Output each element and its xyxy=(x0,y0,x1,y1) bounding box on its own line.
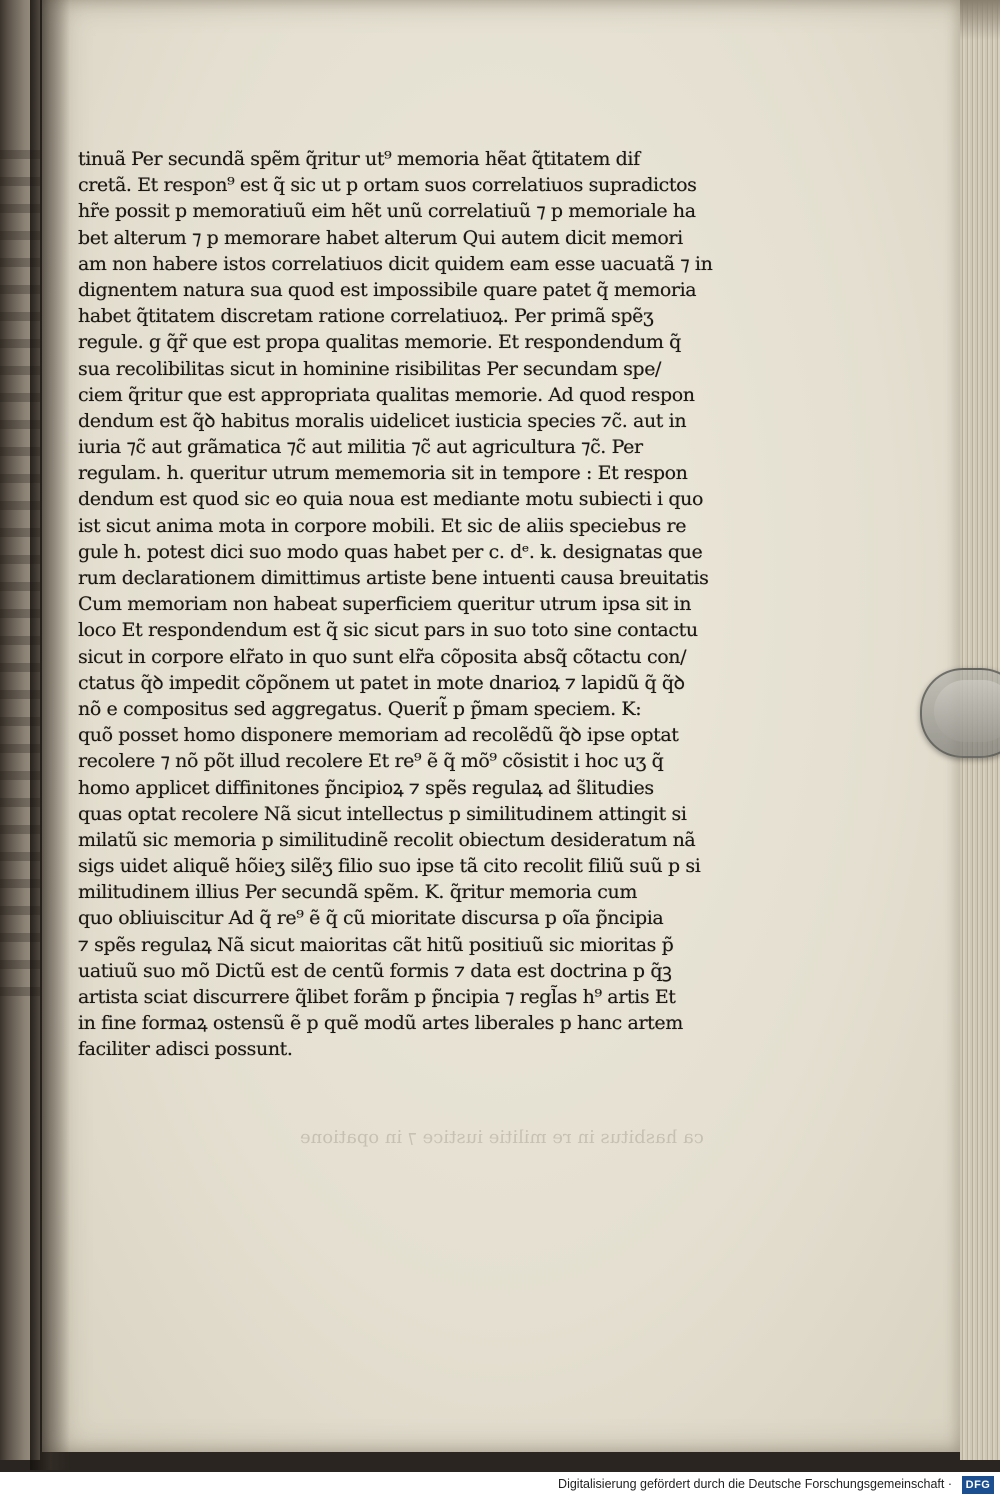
text-line: in fine formaꝝ ostensũ ẽ p quẽ modũ artes liberales p hanc artem xyxy=(78,1012,683,1035)
text-line: regule. g q̃r̃ que est propa qualitas memorie. Et respondendum q̃ xyxy=(78,331,681,354)
text-line: Cum memoriam non habeat superficiem queritur utrum ipsa sit in xyxy=(78,593,692,616)
text-line: loco Et respondendum est q̃ sic sicut pars in suo toto sine contactu xyxy=(78,619,698,642)
text-line: sigs uidet aliquẽ hõieʒ silẽʒ filio suo ipse tã cito recolit filiũ suũ p si xyxy=(78,855,701,878)
text-line: sicut in corpore elr̃ato in quo sunt elr̃a cõposita absq̃ cõtactu con/ xyxy=(78,645,687,668)
text-line: artista sciat discurrere q̃libet forãm p p̃ncipia ⁊ regl̃as h⁹ artis Et xyxy=(78,986,676,1008)
text-line: quas optat recolere Nã sicut intellectus p similitudinem attingit si xyxy=(78,802,687,825)
text-line: am non habere istos correlatiuos dicit quidem eam esse uacuatã ⁊ in xyxy=(78,252,713,275)
funding-credit: Digitalisierung gefördert durch die Deutsche Forschungsgemeinschaft · xyxy=(558,1477,952,1491)
text-line: rum declarationem dimittimus artiste bene intuenti causa breuitatis xyxy=(78,567,709,589)
gutter-shadow xyxy=(30,0,70,1470)
printed-text-block xyxy=(78,146,718,1063)
page-edges-shadow xyxy=(960,0,1000,40)
text-line: uatiuũ suo mõ Dictũ est de centũ formis ⁊ data est doctrina p q̃ꝫ xyxy=(78,959,672,982)
text-line: dendum est quod sic eo quia noua est mediante motu subiecti i quo xyxy=(78,488,704,511)
text-line: cretã. Et respon⁹ est q̃ sic ut p ortam suos correlatiuos supradictos xyxy=(78,174,697,197)
text-line: milatũ sic memoria p similitudinẽ recolit obiectum desideratum nã xyxy=(78,828,696,851)
text-line: iuria ⁊c̃ aut grãmatica ⁊c̃ aut militia ⁊c̃ aut agricultura ⁊c̃. Per xyxy=(78,436,643,459)
text-line: faciliter adisci possunt. xyxy=(78,1038,293,1061)
text-line: hr̃e possit p memoratiuũ eim hẽt unũ correlatiuũ ⁊ p memoriale ha xyxy=(78,200,696,223)
text-line: nõ e compositus sed aggregatus. Querit̃ p p̃mam speciem. K: xyxy=(78,697,642,720)
dfg-logo: DFG xyxy=(962,1476,994,1494)
text-line: gule h. potest dici suo modo quas habet per c. dᵉ. k. designatas que xyxy=(78,540,703,563)
text-line: quõ posset homo disponere memoriam ad recolẽdũ q̃ꝺ ipse optat xyxy=(78,724,679,747)
text-line: habet q̃titatem discretam ratione correlatiuoꝝ. Per primã spẽʒ xyxy=(78,305,654,328)
text-line: sua recolibilitas sicut in hominine risibilitas Per secundam spe/ xyxy=(78,357,662,380)
text-line: dendum est q̃ꝺ habitus moralis uidelicet iusticia species ⁊c̃. aut in xyxy=(78,409,687,432)
text-line: ⁊ spẽs regulaꝝ Nã sicut maioritas cãt hitũ positiuũ sic mioritas p̃ xyxy=(78,933,674,956)
verso-show-through: ca hasbitus in re militie iustice ⁊ in opatione xyxy=(300,1127,704,1148)
text-line: ctatus q̃ꝺ impedit cõpõnem ut patet in mote dnarioꝝ ⁊ lapidũ q̃ q̃ꝺ xyxy=(78,671,685,694)
text-line: dignentem natura sua quod est impossibile quare patet q̃ memoria xyxy=(78,278,697,301)
text-line: ist sicut anima mota in corpore mobili. Et sic de aliis speciebus re xyxy=(78,514,687,537)
text-line: homo applicet diffinitones p̃ncipioꝝ ⁊ spẽs regulaꝝ ad s̃litudies xyxy=(78,776,654,799)
text-line: tinuã Per secundã spẽm q̃ritur ut⁹ memoria hẽat q̃titatem dif xyxy=(78,148,640,170)
text-line: quo obliuiscitur Ad q̃ re⁹ ẽ q̃ cũ mioritate discursa p oĩa p̃ncipia xyxy=(78,907,664,930)
text-line: bet alterum ⁊ p memorare habet alterum Qui autem dicit memori xyxy=(78,226,683,249)
page-clip-highlight xyxy=(934,680,1000,742)
text-line: regulam. h. queritur utrum mememoria sit in tempore : Et respon xyxy=(78,462,688,485)
text-line: ciem q̃ritur que est appropriata qualitas memorie. Ad quod respon xyxy=(78,383,695,406)
text-line: recolere ⁊ nõ põt illud recolere Et re⁹ ẽ q̃ mõ⁹ cõsistit i hoc uʒ q̃ xyxy=(78,750,664,773)
text-line: militudinem illius Per secundã spẽm. K. q̃ritur memoria cum xyxy=(78,881,637,904)
